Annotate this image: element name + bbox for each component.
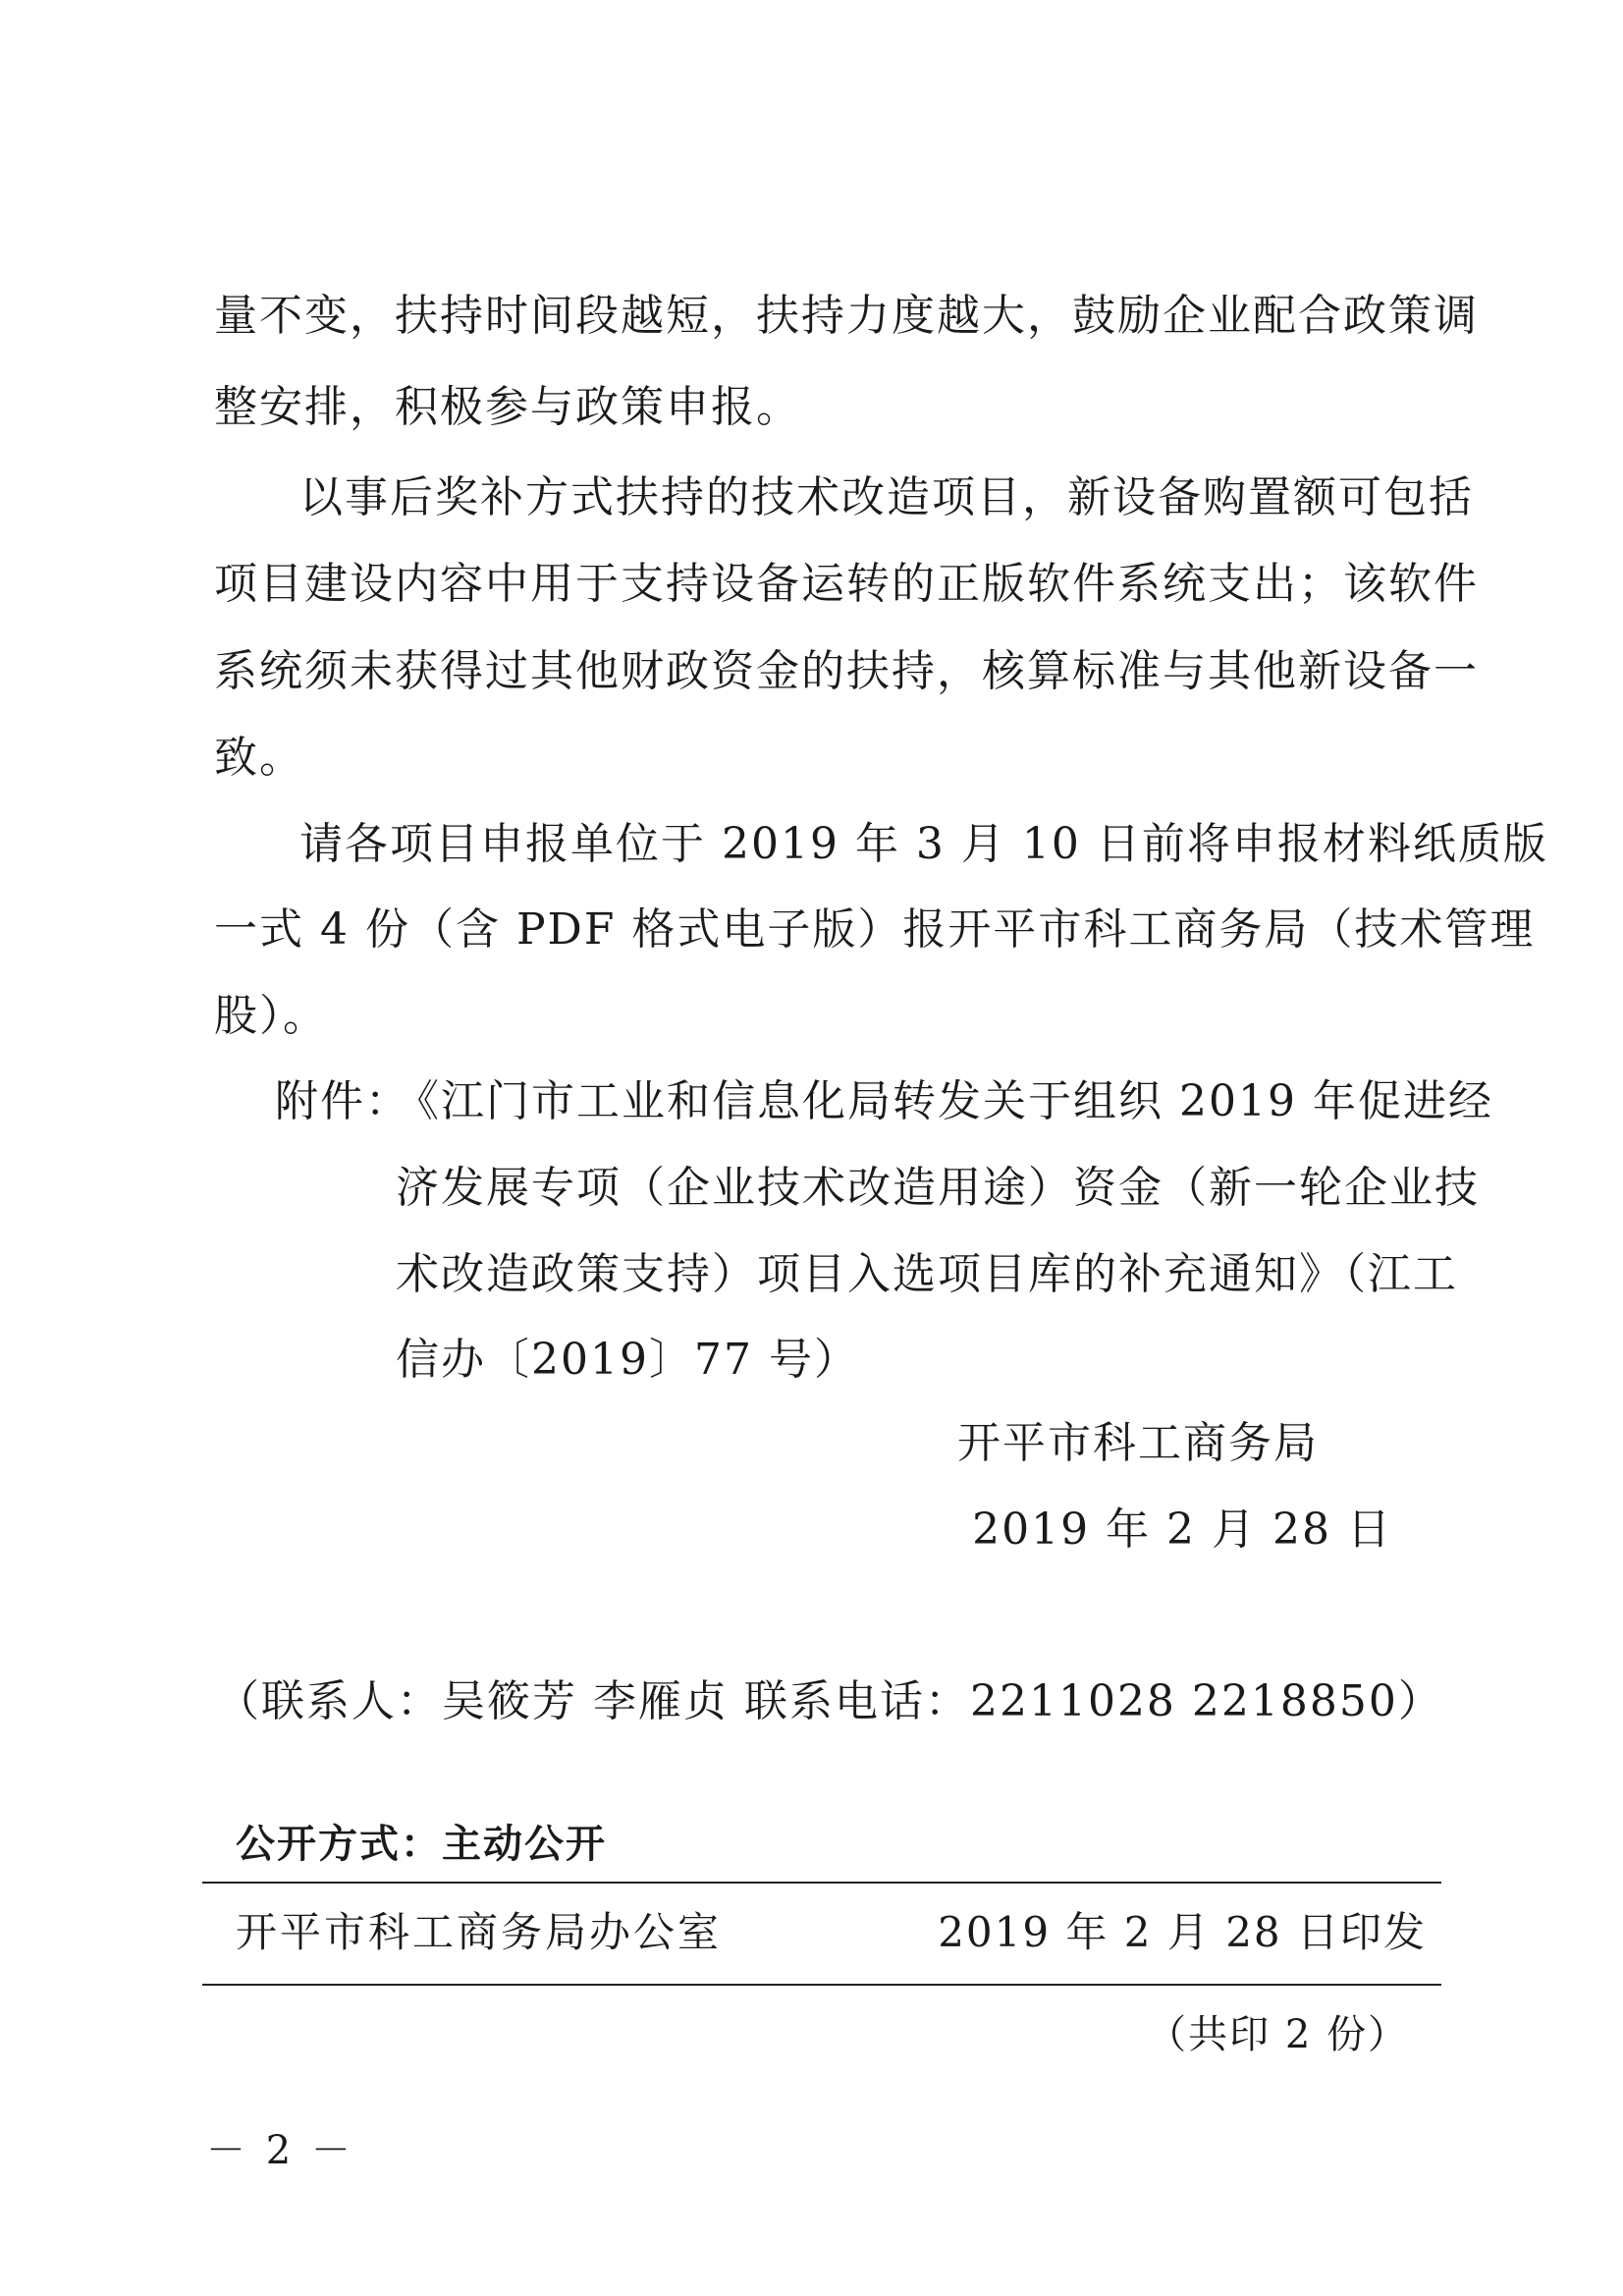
attachment-line-3: 术改造政策支持）项目入选项目库的补充通知》（江工 <box>396 1249 1458 1299</box>
paragraph-3-line-1: 请各项目申报单位于 2019 年 3 月 10 日前将申报材料纸质版 <box>299 819 1548 869</box>
attachment-line-4: 信办〔2019〕77 号） <box>396 1335 859 1385</box>
footer-bottom-rule <box>202 1984 1441 1986</box>
paragraph-1-line-2: 整安排，积极参与政策申报。 <box>214 382 801 432</box>
footer-top-rule <box>202 1882 1441 1884</box>
paragraph-2-line-1: 以事后奖补方式扶持的技术改造项目，新设备购置额可包括 <box>299 472 1474 522</box>
paragraph-1-line-1: 量不变，扶持时间段越短，扶持力度越大，鼓励企业配合政策调 <box>214 291 1479 341</box>
paragraph-2-line-4: 致。 <box>214 733 304 783</box>
attachment-label: 附件： <box>275 1076 410 1126</box>
attachment-line-2: 济发展专项（企业技术改造用途）资金（新一轮企业技 <box>396 1163 1480 1213</box>
disclosure-method: 公开方式：主动公开 <box>236 1822 607 1867</box>
paragraph-2-line-2: 项目建设内容中用于支持设备运转的正版软件系统支出；该软件 <box>214 559 1479 609</box>
paragraph-3-line-3: 股）。 <box>214 991 328 1041</box>
footer-issuer: 开平市科工商务局办公室 <box>236 1908 723 1956</box>
paragraph-2-line-3: 系统须未获得过其他财政资金的扶持，核算标准与其他新设备一 <box>214 646 1479 696</box>
page-number: － 2 － <box>206 2128 354 2173</box>
paragraph-3-line-2: 一式 4 份（含 PDF 格式电子版）报开平市科工商务局（技术管理 <box>214 904 1536 955</box>
footer-copies: （共印 2 份） <box>1147 2012 1409 2057</box>
footer-issue-date: 2019 年 2 月 28 日印发 <box>938 1908 1427 1956</box>
signature-org: 开平市科工商务局 <box>957 1418 1319 1468</box>
signature-date: 2019 年 2 月 28 日 <box>972 1504 1392 1555</box>
contact-info: （联系人：吴筱芳 李雁贞 联系电话：2211028 2218850） <box>216 1676 1443 1726</box>
attachment-line-1: 《江门市工业和信息化局转发关于组织 2019 年促进经 <box>396 1076 1493 1126</box>
